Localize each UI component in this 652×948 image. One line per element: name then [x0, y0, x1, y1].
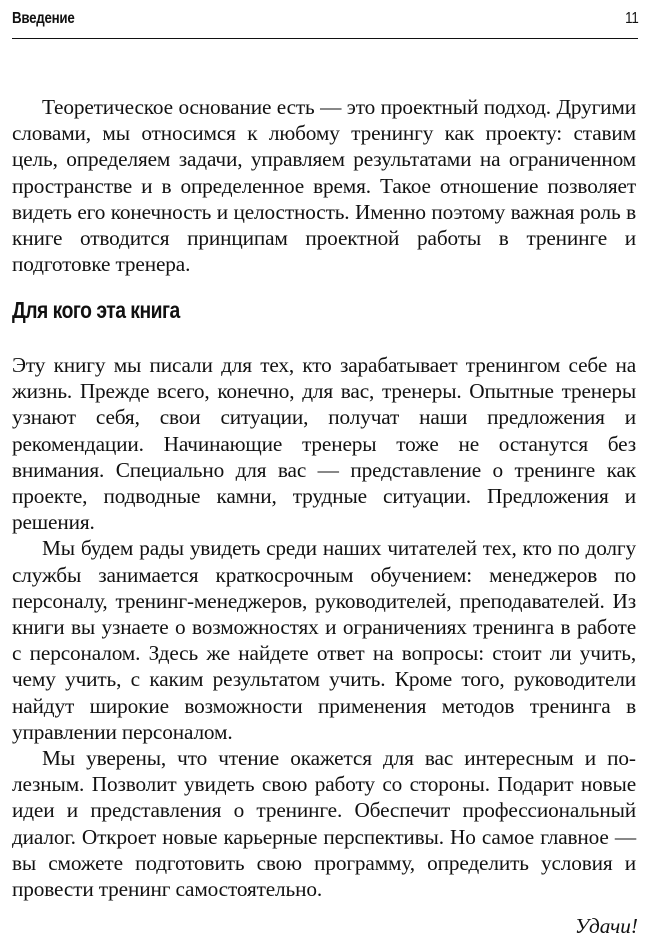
running-header-section-title: Введение: [12, 10, 75, 27]
intro-block: [12, 94, 636, 277]
section-heading: Для кого эта книга: [12, 297, 180, 323]
signoff-text: Удачи!: [574, 914, 638, 938]
body-paragraph-1: Эту книгу мы писали для тех, кто зарабатывает тренингом себе на жизнь. Прежде всего, конечно, для вас, тренеры. Опытные тренеры узнают себя, свои ситуации, получат наши предложения и рекомендации. Начинающие тренеры тоже не останутся без внимания. Специально для вас — представление о тренинге как проекте, подводные камни, трудные ситуации. Предложения и решения.: [12, 353, 636, 535]
page-number: 11: [624, 10, 638, 27]
body-paragraph-2: Мы будем рады увидеть среди наших читателей тех, кто по долгу службы занимается краткосрочным обучением: менеджеров по персоналу, тренинг-менеджеров, руководителей, преподавателей. Из книги вы узнаете о возможностях и ограничениях тренинга в работе с персоналом. Здесь же найдете ответ на вопросы: стоит ли учить, чему учить, с каким результатом учить. Кроме того, руководители найдут широкие возможности применения методов тренинга в управлении персоналом.: [12, 536, 636, 744]
running-header: [12, 10, 638, 39]
body-paragraph-3: Мы уверены, что чтение окажется для вас интересным и полезным. Позволит увидеть свою работу со стороны. Подарит новые идеи и представления о тренинге. Обеспечит профессиональный диалог. Откроет новые карьерные перспективы. Но самое главное — вы сможете подготовить свою программу, определить условия и провести тренинг самостоятельно.: [12, 746, 636, 902]
section-body: [12, 352, 636, 902]
intro-paragraph: Теоретическое основание есть — это проектный подход. Другими словами, мы относимся к любому тренингу как проекту: ставим цель, определяем задачи, управляем результатами на ограниченном пространстве и в определенное время. Такое отношение позволяет видеть его конечность и целостность. Именно поэтому важная роль в книге отводится принципам проектной работы в тренинге и подготовке тренера.: [12, 95, 636, 277]
